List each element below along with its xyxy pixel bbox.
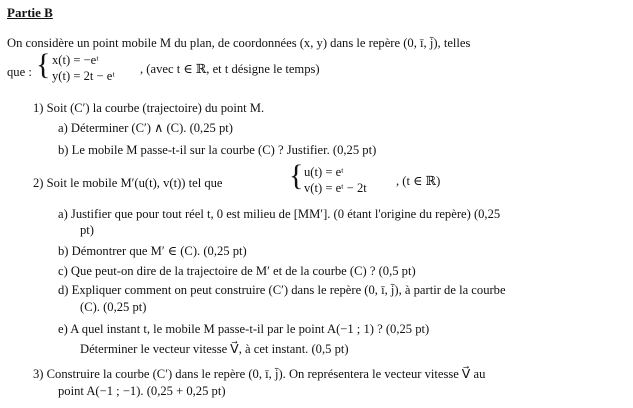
q1-heading: 1) Soit (C′) la courbe (trajectoire) du point M. xyxy=(33,101,265,115)
q1-b: b) Le mobile M passe-t-il sur la courbe (C) ? Justifier. (0,25 pt) xyxy=(58,143,377,157)
system-eq-x: x(t) = −eᵗ xyxy=(52,53,99,67)
q2-d-cont: (C). (0,25 pt) xyxy=(80,300,147,314)
section-title: Partie B xyxy=(7,5,53,20)
intro-note: , (avec t ∈ ℝ, et t désigne le temps) xyxy=(140,62,320,76)
q2-d: d) Expliquer comment on peut construire (C′) dans le repère (0, ī, j̄), à partir de la courbe xyxy=(58,283,506,297)
intro-line: On considère un point mobile M du plan, de coordonnées (x, y) dans le repère (0, ī, j̄), telles xyxy=(7,36,471,50)
system-eq-y: y(t) = 2t − eᵗ xyxy=(52,69,115,83)
q2-e: e) A quel instant t, le mobile M passe-t-il par le point A(−1 ; 1) ? (0,25 pt) xyxy=(58,322,430,336)
system-eq-u: u(t) = eᵗ xyxy=(304,165,344,179)
q1-a: a) Déterminer (C′) ∧ (C). (0,25 pt) xyxy=(58,121,233,135)
q2-a-cont: pt) xyxy=(80,223,94,237)
q3-line-cont: point A(−1 ; −1). (0,25 + 0,25 pt) xyxy=(58,384,226,398)
q2-condition: , (t ∈ ℝ) xyxy=(396,174,441,188)
q2-e-cont: Déterminer le vecteur vitesse V⃗, à cet instant. (0,5 pt) xyxy=(80,342,349,356)
q2-c: c) Que peut-on dire de la trajectoire de M′ et de la courbe (C) ? (0,5 pt) xyxy=(58,264,416,278)
q2-b: b) Démontrer que M′ ∈ (C). (0,25 pt) xyxy=(58,244,247,258)
system-brace-2: { xyxy=(289,159,304,192)
q2-heading: 2) Soit le mobile M′(u(t), v(t)) tel que xyxy=(33,176,223,190)
q3-line: 3) Construire la courbe (C′) dans le repère (0, ī, j̄). On représentera le vecteur vitesse V⃗ au xyxy=(33,367,486,381)
system-brace-1: { xyxy=(36,48,51,81)
intro-que: que : xyxy=(7,65,32,79)
system-eq-v: v(t) = eᵗ − 2t xyxy=(304,181,367,195)
q2-a: a) Justifier que pour tout réel t, 0 est milieu de [MM′]. (0 étant l'origine du repère) (0,25 xyxy=(58,207,501,221)
